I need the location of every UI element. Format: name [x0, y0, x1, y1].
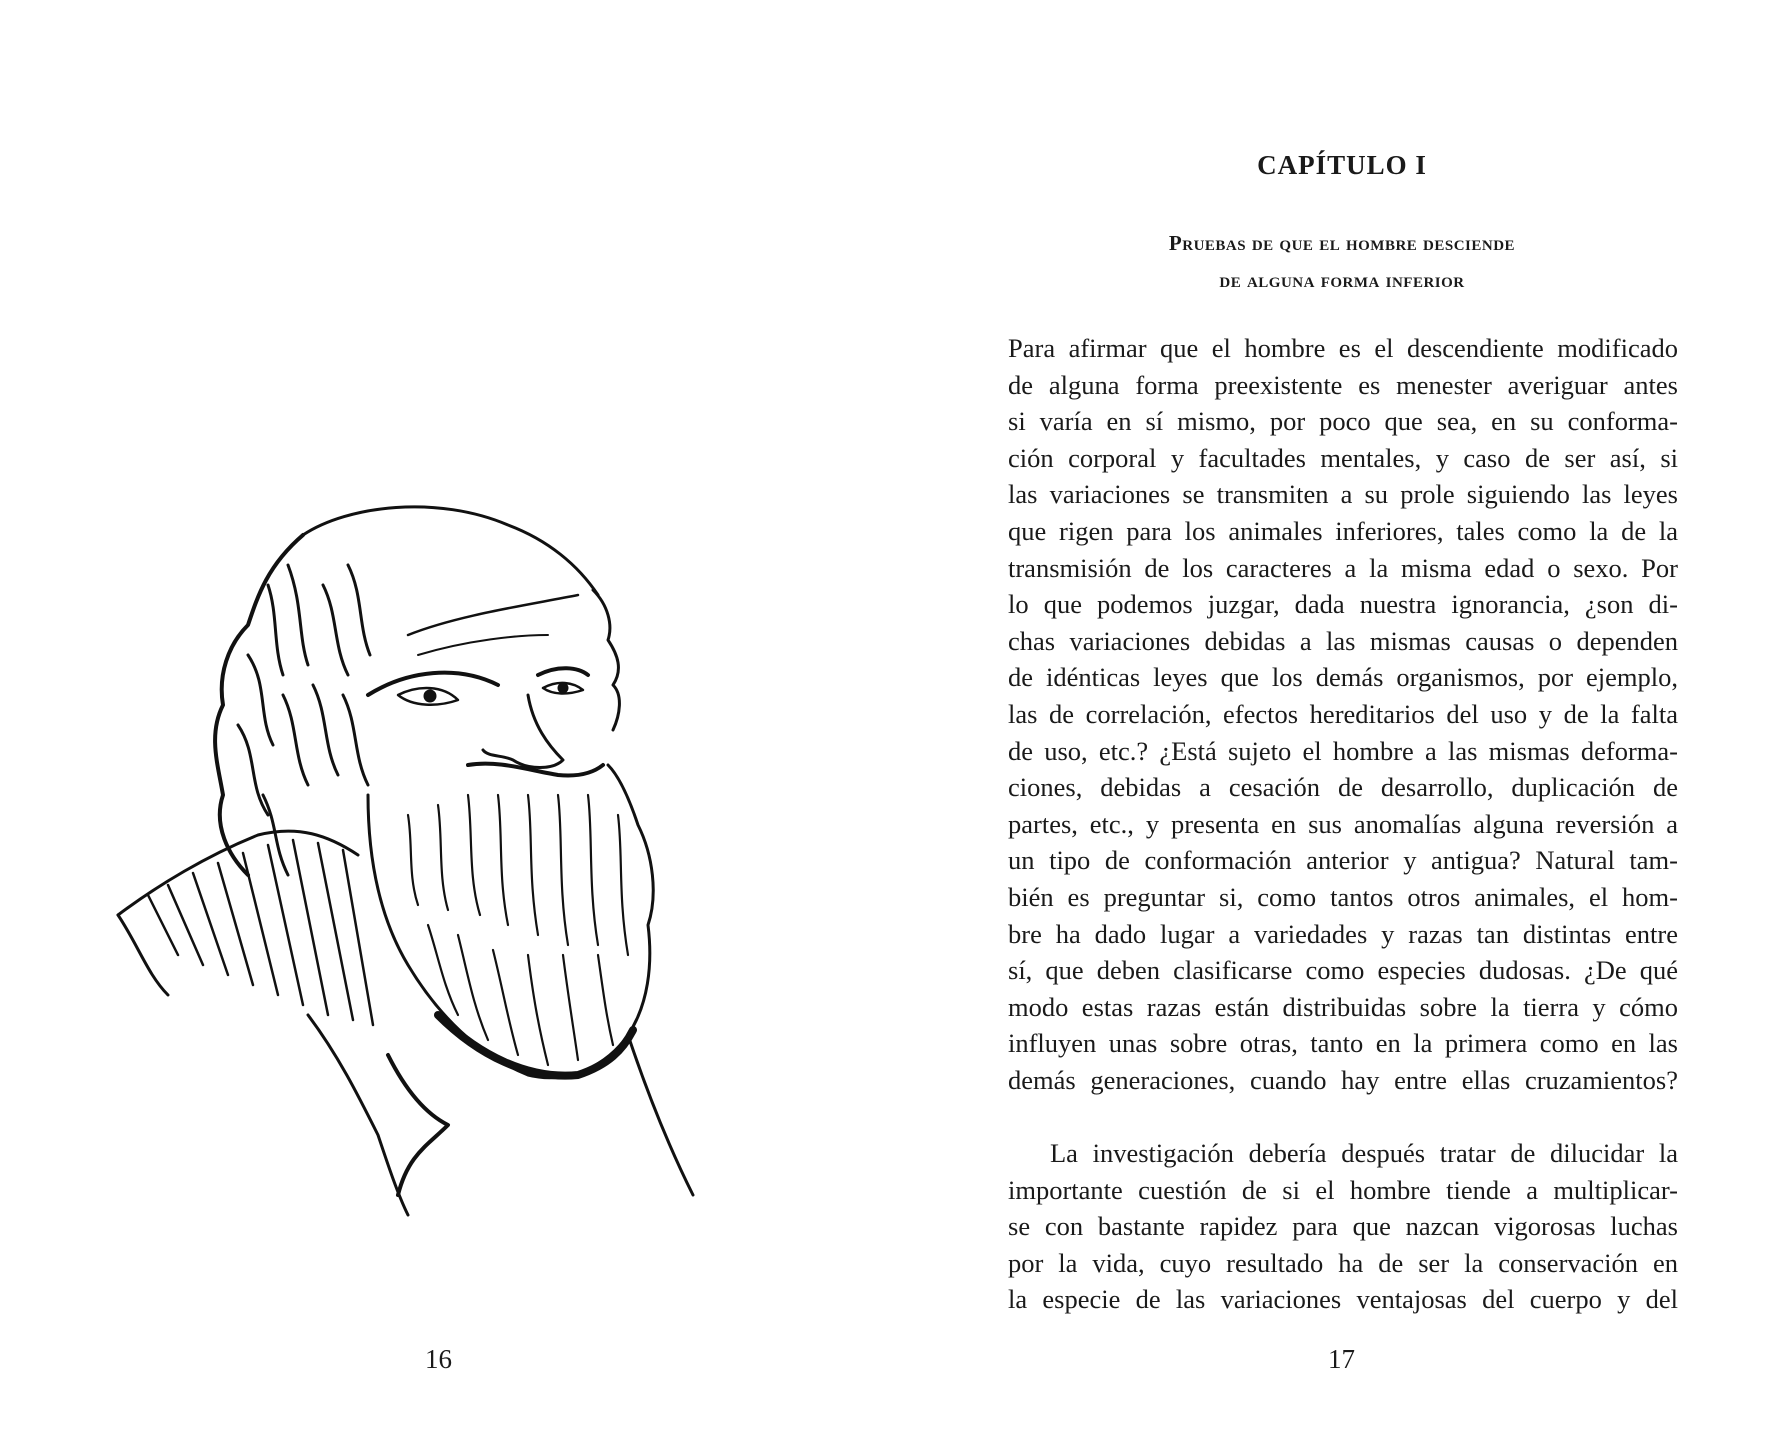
page-number-right: 17 — [1328, 1344, 1355, 1374]
chapter-subtitle — [1008, 225, 1676, 299]
text-line: transmisión de los caracteres a la misma edad o sexo. Por — [1008, 552, 1678, 583]
text-line: las de correlación, efectos hereditarios del uso y de la falta — [1008, 698, 1678, 729]
text-line: partes, etc., y presenta en sus anomalías alguna reversión a — [1008, 808, 1678, 839]
body-text — [1008, 330, 1678, 1318]
text-line: modo estas razas están distribuidas sobre la tierra y cómo — [1008, 991, 1678, 1022]
text-line: importante cuestión de si el hombre tiende a multiplicar- — [1008, 1174, 1678, 1205]
text-line: se con bastante rapidez para que nazcan vigorosas luchas — [1008, 1211, 1678, 1242]
text-line: sí, que deben clasificarse como especies dudosas. ¿De qué — [1008, 955, 1678, 986]
text-line: bién es preguntar si, como tantos otros animales, el hom- — [1008, 881, 1678, 912]
text-line: por la vida, cuyo resultado ha de ser la conservación en — [1008, 1247, 1678, 1278]
page-number-left: 16 — [425, 1344, 452, 1374]
text-line: de idénticas leyes que los demás organismos, por ejemplo, — [1008, 662, 1678, 693]
text-line: si varía en sí mismo, por poco que sea, en su conforma- — [1008, 406, 1678, 437]
text-line: demás generaciones, cuando hay entre ellas cruzamientos? — [1008, 1064, 1678, 1095]
text-line: chas variaciones debidas a las mismas causas o dependen — [1008, 625, 1678, 656]
portrait-illustration — [108, 495, 698, 1220]
chapter-title: CAPÍTULO I — [1257, 150, 1427, 180]
text-line: de uso, etc.? ¿Está sujeto el hombre a las mismas deforma- — [1008, 735, 1678, 766]
text-line: que rigen para los animales inferiores, tales como la de la — [1008, 515, 1678, 546]
head-outline — [303, 507, 598, 595]
coat-outline — [118, 831, 358, 915]
subtitle-line: Pruebas de que el hombre desciende — [1168, 231, 1516, 255]
text-line: ciones, debidas a cesación de desarrollo, duplicación de — [1008, 772, 1678, 803]
paragraph-2 — [1008, 1135, 1678, 1318]
brow-right — [538, 668, 588, 675]
text-line: influyen unas sobre otras, tanto en la primera como en las — [1008, 1028, 1678, 1059]
text-line: Para afirmar que el hombre es el descendiente modificado — [1008, 333, 1678, 363]
nose — [483, 695, 563, 768]
text-line: bre ha dado lugar a variedades y razas tan distintas entre — [1008, 918, 1678, 949]
lapel — [388, 1055, 448, 1195]
text-line: de alguna forma preexistente es menester averiguar antes — [1008, 369, 1678, 400]
text-line: la especie de las variaciones ventajosas del cuerpo y del — [1008, 1284, 1678, 1315]
hair-left — [215, 535, 303, 875]
text-line: las variaciones se transmiten a su prole siguiendo las leyes — [1008, 479, 1678, 510]
text-line: un tipo de conformación anterior y antigua? Natural tam- — [1008, 845, 1678, 876]
subtitle-line: de alguna forma inferior — [1219, 268, 1465, 292]
paragraph-1 — [1008, 330, 1678, 1098]
text-line: ción corporal y facultades mentales, y caso de ser así, si — [1008, 442, 1678, 473]
text-line: La investigación debería después tratar de dilucidar la — [1050, 1138, 1678, 1169]
text-line: lo que podemos juzgar, dada nuestra ignorancia, ¿son di- — [1008, 589, 1678, 620]
ear-back-hair — [593, 590, 619, 730]
